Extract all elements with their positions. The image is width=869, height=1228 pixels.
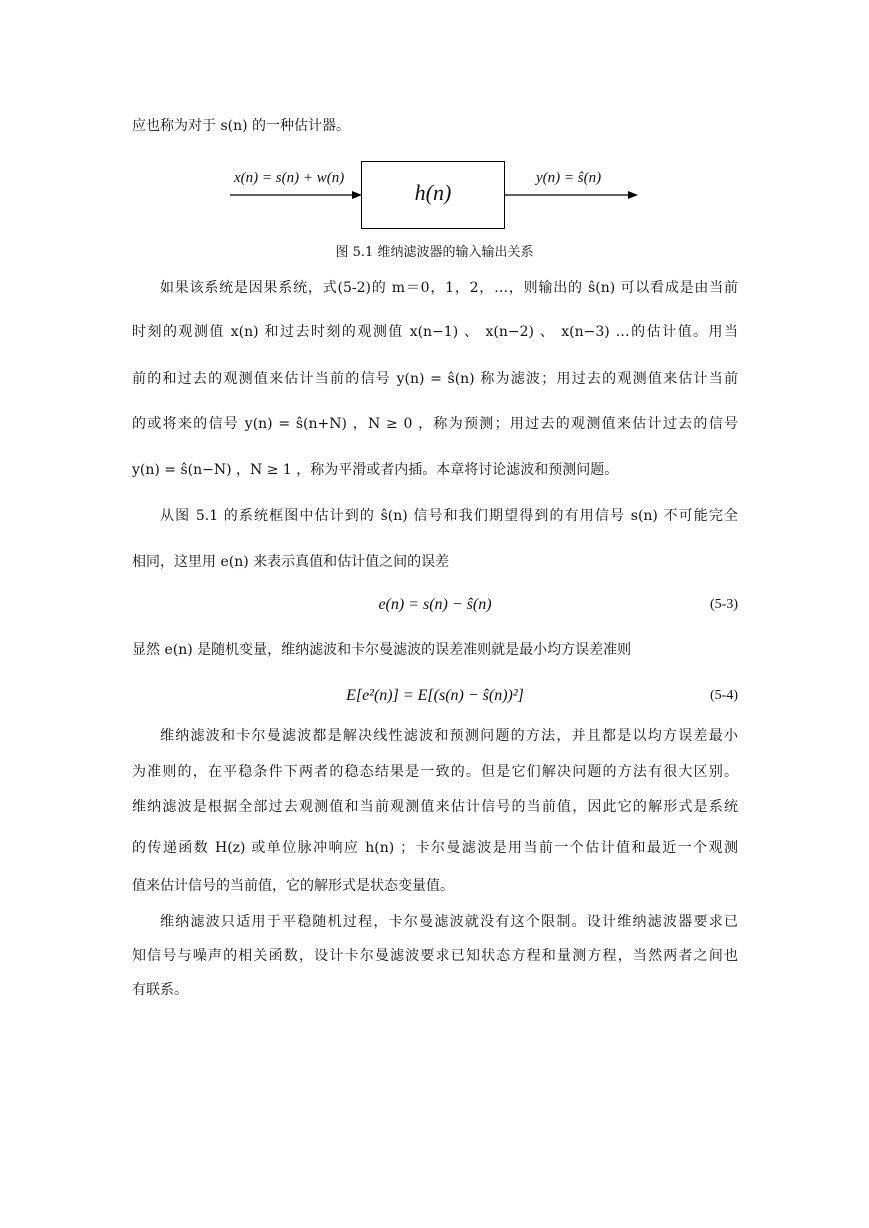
paragraph-1-line-5: y(n) = ŝ(n−N) ，N ≥ 1 ，称为平滑或者内插。本章将讨论滤波和预测问题。 <box>132 462 619 478</box>
diagram-output-label: y(n) = ŝ(n) <box>536 170 602 186</box>
filter-block-label: h(n) <box>414 180 452 205</box>
figure-caption: 图 5.1 维纳滤波器的输入输出关系 <box>335 245 534 260</box>
paragraph-1-line-1: 如果该系统是因果系统，式(5-2)的 m＝0，1，2，…，则输出的 ŝ(n) 可以看成是由当前 <box>160 280 738 296</box>
equation-5-4-body: E[e²(n)] = E[(s(n) − ŝ(n))²] <box>346 687 524 704</box>
paragraph-4-line-1: 维纳滤波和卡尔曼滤波都是解决线性滤波和预测问题的方法，并且都是以均方误差最小 <box>160 728 738 744</box>
intro-line: 应也称为对于 s(n) 的一种估计器。 <box>132 118 351 134</box>
equation-5-3-number: (5-3) <box>710 597 738 612</box>
paragraph-3-line-1: 显然 e(n) 是随机变量，维纳滤波和卡尔曼滤波的误差准则就是最小均方误差准则 <box>132 642 632 658</box>
equation-5-3-body: e(n) = s(n) − ŝ(n) <box>378 596 492 613</box>
paragraph-5-line-2: 知信号与噪声的相关函数，设计卡尔曼滤波要求已知状态方程和量测方程，当然两者之间也 <box>132 948 738 964</box>
paragraph-5-line-1: 维纳滤波只适用于平稳随机过程，卡尔曼滤波就没有这个限制。设计维纳滤波器要求已 <box>160 914 738 930</box>
paragraph-4-line-2: 为准则的，在平稳条件下两者的稳态结果是一致的。但是它们解决问题的方法有很大区别。 <box>132 764 738 780</box>
paragraph-4-line-4: 的传递函数 H(z) 或单位脉冲响应 h(n) ；卡尔曼滤波是用当前一个估计值和最近一个观测 <box>132 840 738 856</box>
equation-5-4-number: (5-4) <box>710 688 738 703</box>
paragraph-5-line-3: 有联系。 <box>132 982 188 998</box>
paragraph-2-line-2: 相同，这里用 e(n) 来表示真值和估计值之间的误差 <box>132 554 450 570</box>
equation-5-3 <box>132 593 738 617</box>
paragraph-2-line-1: 从图 5.1 的系统框图中估计到的 ŝ(n) 信号和我们期望得到的有用信号 s(n) 不可能完全 <box>160 508 738 524</box>
paragraph-4-line-5: 值来估计信号的当前值，它的解形式是状态变量值。 <box>132 878 454 894</box>
paragraph-4-line-3: 维纳滤波是根据全部过去观测值和当前观测值来估计信号的当前值，因此它的解形式是系统 <box>132 799 738 815</box>
diagram-input-label: x(n) = s(n) + w(n) <box>234 170 345 186</box>
equation-5-4 <box>132 684 738 708</box>
filter-block <box>361 161 505 229</box>
paragraph-1-line-4: 的或将来的信号 y(n) = ŝ(n+N) ，N ≥ 0 ，称为预测；用过去的观测值来估计过去的信号 <box>132 416 738 432</box>
paragraph-1-line-2: 时刻的观测值 x(n) 和过去时刻的观测值 x(n−1) 、 x(n−2) 、 x(n−3) …的估计值。用当 <box>132 324 738 340</box>
paragraph-1-line-3: 前的和过去的观测值来估计当前的信号 y(n) = ŝ(n) 称为滤波；用过去的观测值来估计当前 <box>132 371 738 387</box>
